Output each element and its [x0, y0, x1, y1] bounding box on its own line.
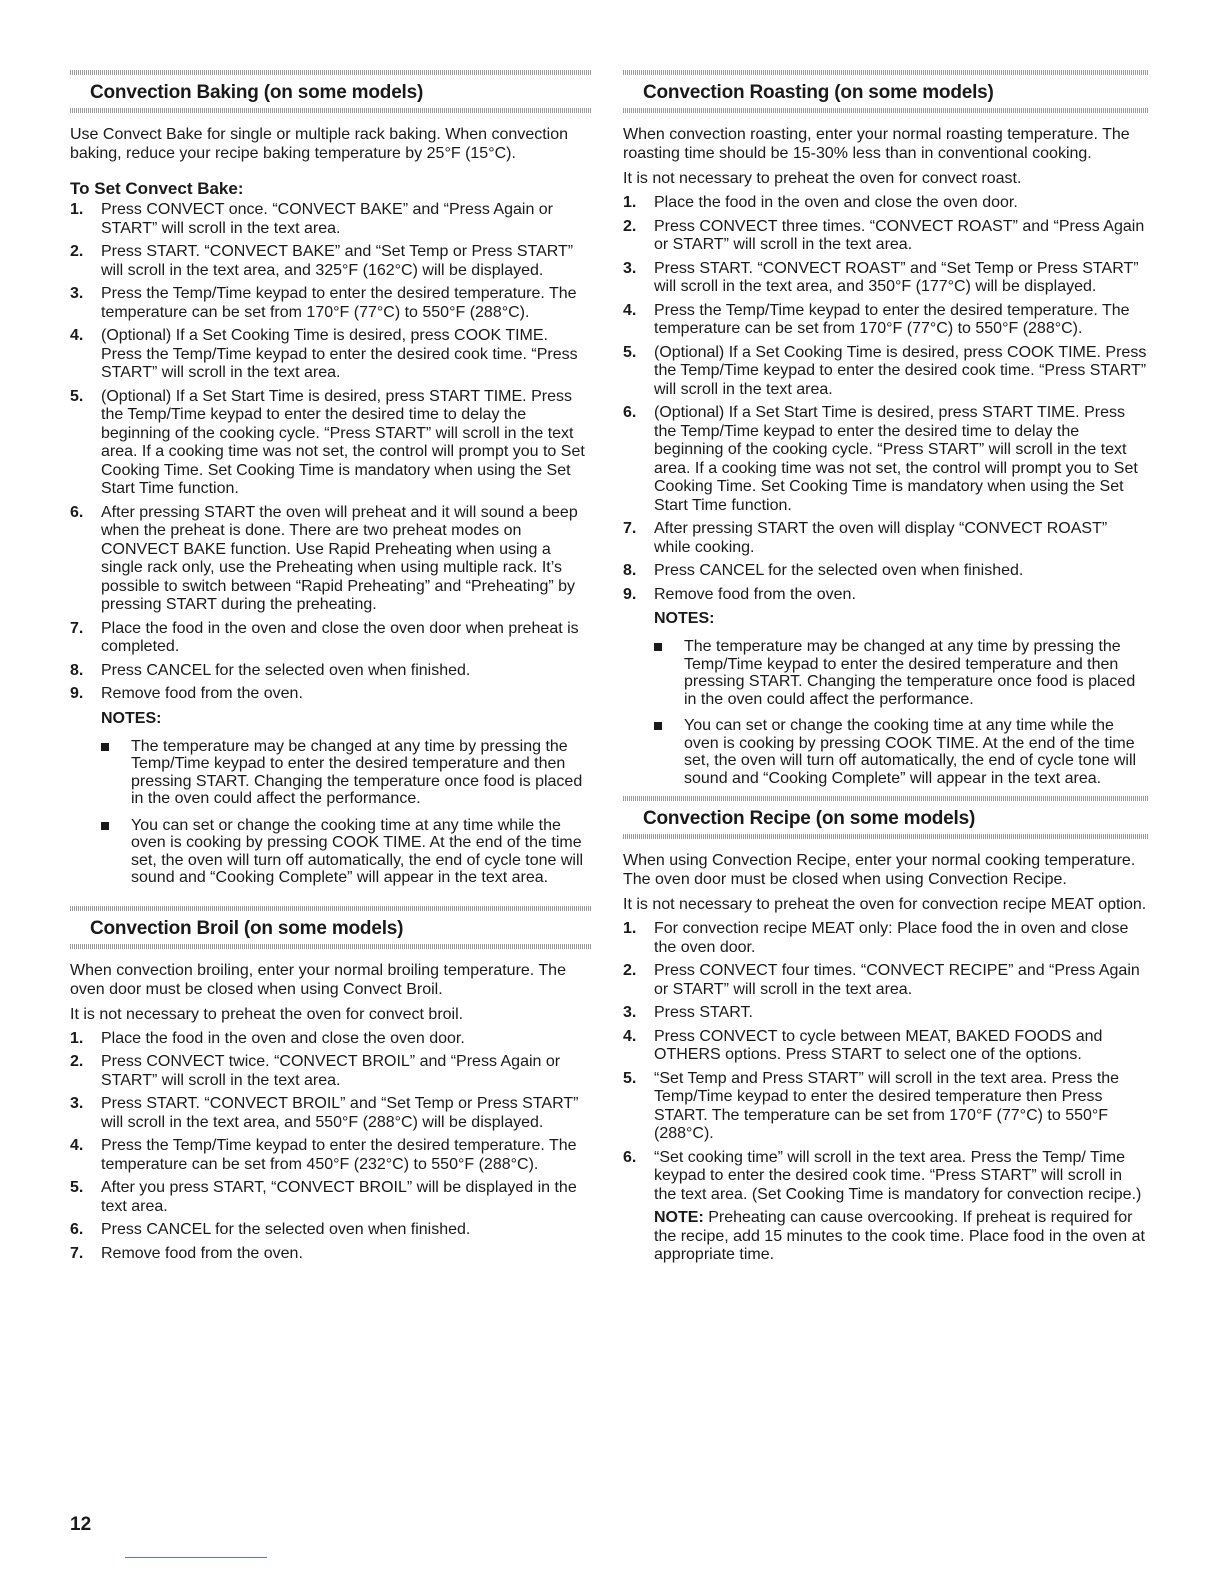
footer-line	[125, 1557, 267, 1558]
list-item: 1. Place the food in the oven and close the oven door.	[70, 1030, 592, 1049]
section-title: Convection Roasting (on some models)	[643, 82, 994, 103]
list-item: 3. Press START. “CONVECT ROAST” and “Set Temp or Press START” will scroll in the text area, and 350°F (177°C) will be displayed.	[623, 260, 1148, 297]
list-item: 5. After you press START, “CONVECT BROIL” will be displayed in the text area.	[70, 1179, 592, 1216]
list-item: 2. Press CONVECT three times. “CONVECT ROAST” and “Press Again or START” will scroll in the text area.	[623, 218, 1148, 255]
step-text: Remove food from the oven.	[101, 1244, 303, 1262]
section-header-convection-broil	[70, 906, 592, 949]
list-item: 7. Remove food from the oven.	[70, 1245, 592, 1264]
step-text: Press START. “CONVECT BAKE” and “Set Temp or Press START” will scroll in the text area, and 325°F (162°C) will be displayed.	[101, 243, 574, 279]
note-text: The temperature may be changed at any time by pressing the Temp/Time keypad to enter the desired temperature and then pressing START. Changing the temperature once food is placed in the oven could affect the performance.	[131, 737, 583, 807]
subheading: To Set Convect Bake:	[70, 179, 244, 198]
note-text: You can set or change the cooking time at any time while the oven is cooking by pressing COOK TIME. At the end of the time set, the oven will turn off automatically, the end of cycle tone will sound and “Cooking Complete” will appear in the text area.	[131, 816, 584, 886]
list-item: 2. Press START. “CONVECT BAKE” and “Set Temp or Press START” will scroll in the text area, and 325°F (162°C) will be displayed.	[70, 243, 592, 280]
list-item: 6. “Set cooking time” will scroll in the text area. Press the Temp/ Time keypad to enter the desired cook time. “Press START” will scroll in the text area. (Set Cooking Time is mandatory for convection recipe.)	[623, 1149, 1148, 1205]
step-text: Press CANCEL for the selected oven when finished.	[654, 562, 1024, 579]
square-bullet-icon	[101, 817, 131, 887]
list-item: 2. Press CONVECT four times. “CONVECT RECIPE” and “Press Again or START” will scroll in the text area.	[623, 962, 1148, 999]
list-item: 3. Press START. “CONVECT BROIL” and “Set Temp or Press START” will scroll in the text area, and 550°F (288°C) will be displayed.	[70, 1095, 592, 1132]
step-text: Press CONVECT twice. “CONVECT BROIL” and “Press Again or START” will scroll in the text area.	[101, 1053, 561, 1089]
step-text: Press START. “CONVECT ROAST” and “Set Temp or Press START” will scroll in the text area, and 350°F (177°C) will be displayed.	[654, 259, 1139, 295]
step-text: “Set Temp and Press START” will scroll in the text area. Press the Temp/Time keypad to enter the desired temperature then Press START. The temperature can be set from 170°F (77°C) to 550°F (288°C).	[654, 1069, 1120, 1142]
list-item: 3. Press START.	[623, 1004, 1148, 1023]
step-text: “Set cooking time” will scroll in the text area. Press the Temp/ Time keypad to enter the desired cook time. “Press START” will scroll in the text area. (Set Cooking Time is mandatory for convection recipe.)	[654, 1148, 1142, 1203]
notes-list	[101, 738, 592, 887]
divider	[70, 108, 592, 113]
step-text: After you press START, “CONVECT BROIL” will be displayed in the text area.	[101, 1179, 577, 1215]
section-title: Convection Broil (on some models)	[90, 917, 404, 939]
list-item: 5. “Set Temp and Press START” will scroll in the text area. Press the Temp/Time keypad to enter the desired temperature then Press START. The temperature can be set from 170°F (77°C) to 550°F (288°C).	[623, 1070, 1148, 1144]
square-bullet-icon	[654, 717, 684, 787]
step-text: Press CANCEL for the selected oven when finished.	[101, 1221, 471, 1238]
step-text: Press the Temp/Time keypad to enter the desired temperature. The temperature can be set from 170°F (77°C) to 550°F (288°C).	[654, 301, 1130, 337]
intro-paragraph: Use Convect Bake for single or multiple rack baking. When convection baking, reduce your recipe baking temperature by 25°F (15°C).	[70, 126, 569, 162]
divider	[623, 108, 1148, 113]
step-text: Remove food from the oven.	[101, 685, 303, 702]
list-item: 2. Press CONVECT twice. “CONVECT BROIL” and “Press Again or START” will scroll in the text area.	[70, 1053, 592, 1090]
step-text: Press CONVECT three times. “CONVECT ROAST” and “Press Again or START” will scroll in the text area.	[654, 217, 1145, 253]
step-text: Press CONVECT to cycle between MEAT, BAKED FOODS and OTHERS options. Press START to select one of the options.	[654, 1027, 1103, 1063]
note-text: The temperature may be changed at any time by pressing the Temp/Time keypad to enter the desired temperature and then pressing START. Changing the temperature once food is placed in the oven could affect the performance.	[684, 638, 1136, 708]
section-title: Convection Recipe (on some models)	[643, 808, 976, 829]
step-text: After pressing START the oven will display “CONVECT ROAST” while cooking.	[654, 520, 1108, 556]
step-text: Press the Temp/Time keypad to enter the desired temperature. The temperature can be set from 170°F (77°C) to 550°F (288°C).	[101, 285, 577, 321]
section-title: Convection Baking (on some models)	[90, 82, 424, 103]
divider	[70, 944, 592, 949]
step-text: (Optional) If a Set Cooking Time is desired, press COOK TIME. Press the Temp/Time keypad to enter the desired cook time. “Press START” will scroll in the text area.	[654, 343, 1147, 398]
list-item: 5. (Optional) If a Set Start Time is desired, press START TIME. Press the Temp/Time keypad to enter the desired time to delay the beginning of the cooking cycle. “Press START” will scroll in the text area. If a cooking time was not set, the control will prompt you to Set Cooking Time. Set Cooking Time is mandatory when using the Set Start Time function.	[70, 388, 592, 499]
step-text: (Optional) If a Set Start Time is desired, press START TIME. Press the Temp/Time keypad to enter the desired time to delay the beginning of the cooking cycle. “Press START” will scroll in the text area. If a cooking time was not set, the control will prompt you to Set Cooking Time. Set Cooking Time is mandatory when using the Set Start Time function.	[101, 387, 585, 497]
step-text: (Optional) If a Set Cooking Time is desired, press COOK TIME. Press the Temp/Time keypad to enter the desired cook time. “Press START” will scroll in the text area.	[101, 327, 578, 381]
step-text: Place the food in the oven and close the oven door when preheat is completed.	[101, 619, 579, 655]
list-item: 7. After pressing START the oven will display “CONVECT ROAST” while cooking.	[623, 520, 1148, 557]
square-bullet-icon	[101, 738, 131, 808]
steps-list	[623, 920, 1148, 1204]
notes-label: NOTES:	[101, 709, 162, 727]
list-item: 4. Press CONVECT to cycle between MEAT, BAKED FOODS and OTHERS options. Press START to select one of the options.	[623, 1028, 1148, 1065]
square-bullet-icon	[654, 638, 684, 708]
list-item	[101, 817, 592, 887]
list-item: 9. Remove food from the oven.	[70, 685, 592, 704]
note-label: NOTE:	[654, 1209, 704, 1226]
list-item	[654, 638, 1148, 708]
list-item	[654, 717, 1148, 787]
list-item: 3. Press the Temp/Time keypad to enter the desired temperature. The temperature can be set from 170°F (77°C) to 550°F (288°C).	[70, 285, 592, 322]
note-text: Preheating can cause overcooking. If preheat is required for the recipe, add 15 minutes to the cook time. Place food in the oven at appropriate time.	[654, 1209, 1145, 1263]
step-text: (Optional) If a Set Start Time is desired, press START TIME. Press the Temp/Time keypad to enter the desired time to delay the beginning of the cooking cycle. “Press START” will scroll in the text area. If a cooking time was not set, the control will prompt you to Set Cooking Time. Set Cooking Time is mandatory when using the Set Start Time function.	[654, 404, 1138, 514]
list-item: 4. (Optional) If a Set Cooking Time is desired, press COOK TIME. Press the Temp/Time keypad to enter the desired cook time. “Press START” will scroll in the text area.	[70, 327, 592, 383]
step-text: Press the Temp/Time keypad to enter the desired temperature. The temperature can be set from 450°F (232°C) to 550°F (288°C).	[101, 1137, 577, 1173]
list-item: 5. (Optional) If a Set Cooking Time is desired, press COOK TIME. Press the Temp/Time keypad to enter the desired cook time. “Press START” will scroll in the text area.	[623, 343, 1147, 398]
section-header-convection-roasting	[623, 70, 1148, 113]
list-item: 6. After pressing START the oven will preheat and it will sound a beep when the preheat is done. There are two preheat modes on CONVECT BAKE function. Use Rapid Preheating when using a single rack only, use the Preheating when using multiple rack. It’s possible to switch between “Rapid Preheating” and “Preheating” by pressing START during the preheating.	[70, 504, 592, 615]
page-number: 12	[70, 1514, 92, 1535]
list-item: 8. Press CANCEL for the selected oven when finished.	[70, 662, 592, 681]
section-header-convection-recipe	[623, 796, 1148, 839]
list-item: 1. Press CONVECT once. “CONVECT BAKE” and “Press Again or START” will scroll in the text area.	[70, 201, 592, 238]
step-text: Place the food in the oven and close the oven door.	[654, 194, 1018, 211]
list-item: 8. Press CANCEL for the selected oven when finished.	[623, 562, 1148, 581]
step-text: Press START.	[654, 1004, 753, 1021]
list-item: 4. Press the Temp/Time keypad to enter the desired temperature. The temperature can be set from 170°F (77°C) to 550°F (288°C).	[623, 302, 1148, 339]
intro-paragraph: It is not necessary to preheat the oven for convect roast.	[623, 170, 1022, 187]
step-text: For convection recipe MEAT only: Place food the in oven and close the oven door.	[654, 920, 1129, 956]
step-text: Remove food from the oven.	[654, 585, 856, 603]
step-text: Place the food in the oven and close the oven door.	[101, 1029, 465, 1047]
right-column	[623, 70, 1148, 1265]
intro-paragraph: When using Convection Recipe, enter your normal cooking temperature. The oven door must be closed when using Convection Recipe.	[623, 852, 1136, 888]
recipe-note	[654, 1209, 1148, 1265]
step-text: Press START. “CONVECT BROIL” and “Set Temp or Press START” will scroll in the text area, and 550°F (288°C) will be displayed.	[101, 1095, 579, 1131]
list-item: 6. Press CANCEL for the selected oven when finished.	[70, 1221, 592, 1240]
section-header-convection-baking	[70, 70, 592, 113]
list-item: 7. Place the food in the oven and close the oven door when preheat is completed.	[70, 620, 592, 657]
steps-list	[70, 201, 592, 704]
notes-label: NOTES:	[654, 610, 715, 627]
divider	[623, 834, 1148, 839]
left-column	[70, 70, 592, 1268]
step-text: Press CANCEL for the selected oven when finished.	[101, 661, 471, 679]
list-item: 1. For convection recipe MEAT only: Place food the in oven and close the oven door.	[623, 920, 1148, 957]
intro-paragraph: When convection broiling, enter your normal broiling temperature. The oven door must be closed when using Convect Broil.	[70, 961, 566, 998]
intro-paragraph: When convection roasting, enter your normal roasting temperature. The roasting time should be 15-30% less than in conventional cooking.	[623, 126, 1130, 162]
list-item	[101, 738, 592, 808]
list-item: 6. (Optional) If a Set Start Time is desired, press START TIME. Press the Temp/Time keypad to enter the desired time to delay the beginning of the cooking cycle. “Press START” will scroll in the text area. If a cooking time was not set, the control will prompt you to Set Cooking Time. Set Cooking Time is mandatory when using the Set Start Time function.	[623, 404, 1148, 515]
notes-list	[654, 638, 1148, 787]
list-item: 1. Place the food in the oven and close the oven door.	[623, 194, 1148, 213]
list-item: 4. Press the Temp/Time keypad to enter the desired temperature. The temperature can be set from 450°F (232°C) to 550°F (288°C).	[70, 1137, 592, 1174]
intro-paragraph: It is not necessary to preheat the oven for convection recipe MEAT option.	[623, 896, 1147, 913]
steps-list	[70, 1030, 592, 1264]
step-text: Press CONVECT once. “CONVECT BAKE” and “Press Again or START” will scroll in the text area.	[101, 201, 554, 237]
note-text: You can set or change the cooking time at any time while the oven is cooking by pressing COOK TIME. At the end of the time set, the oven will turn off automatically, the end of cycle tone will sound and “Cooking Complete” will appear in the text area.	[684, 717, 1137, 787]
intro-paragraph: It is not necessary to preheat the oven for convect broil.	[70, 1005, 464, 1023]
list-item: 9. Remove food from the oven.	[623, 586, 1148, 605]
step-text: After pressing START the oven will preheat and it will sound a beep when the preheat is done. There are two preheat modes on CONVECT BAKE function. Use Rapid Preheating when using a single rack only, use the Preheating when using multiple rack. It’s possible to switch between “Rapid Preheating” and “Preheating” by pressing START during the preheating.	[101, 503, 578, 613]
steps-list	[623, 194, 1148, 604]
step-text: Press CONVECT four times. “CONVECT RECIPE” and “Press Again or START” will scroll in the text area.	[654, 962, 1140, 998]
